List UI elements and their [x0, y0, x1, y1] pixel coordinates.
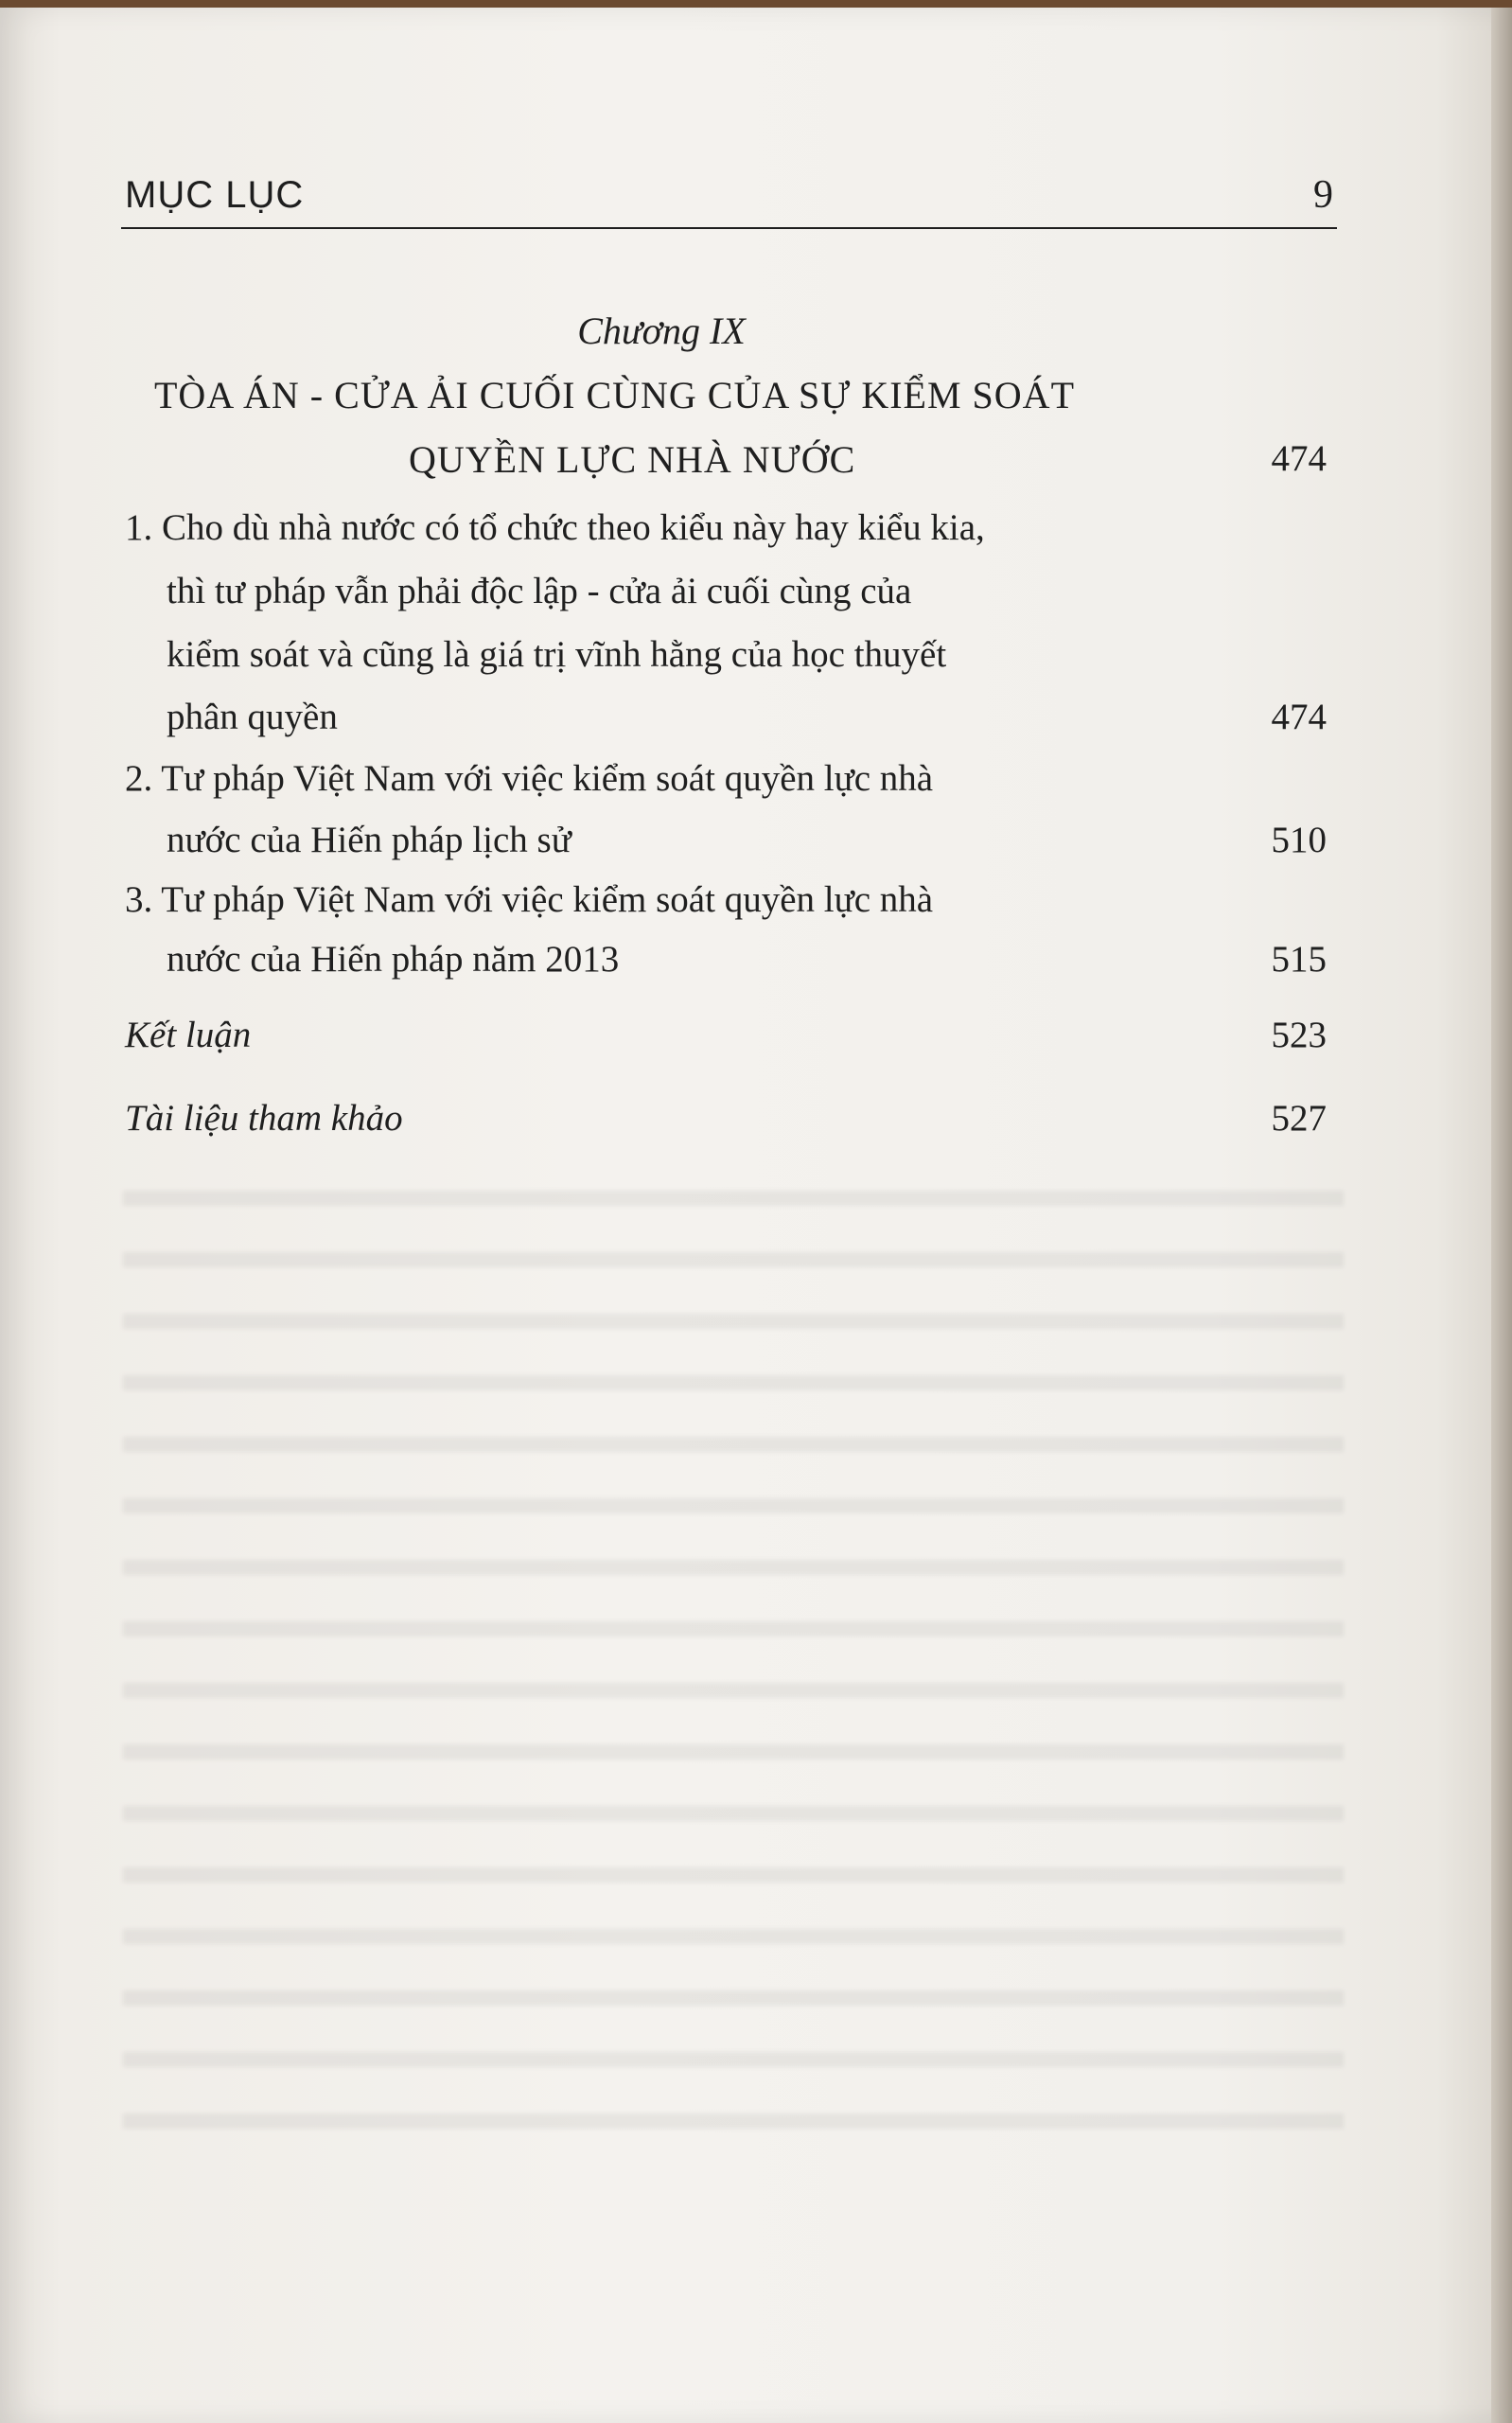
chapter-title-line2: QUYỀN LỰC NHÀ NƯỚC	[409, 438, 856, 481]
references-page: 527	[1271, 1098, 1327, 1139]
running-header	[121, 170, 1337, 229]
entry-1-line-4: phân quyền	[167, 697, 338, 737]
entry-2-line-1: 2. Tư pháp Việt Nam với việc kiểm soát quyền lực nhà	[125, 758, 934, 799]
chapter-title-line1: TÒA ÁN - CỬA ẢI CUỐI CÙNG CỦA SỰ KIỂM SOÁT	[154, 374, 1075, 416]
conclusion-label: Kết luận	[125, 1015, 252, 1055]
entry-3-line-2: nước của Hiến pháp năm 2013	[167, 939, 620, 980]
entry-1-page: 474	[1271, 697, 1327, 737]
entry-1-line-2: thì tư pháp vẫn phải độc lập - cửa ải cuối cùng của	[167, 571, 912, 611]
chapter-label: Chương IX	[577, 310, 746, 352]
entry-1-line-3: kiểm soát và cũng là giá trị vĩnh hằng của học thuyết	[167, 634, 947, 675]
entry-2-line-2: nước của Hiến pháp lịch sử	[167, 820, 571, 860]
entry-3-line-1: 3. Tư pháp Việt Nam với việc kiểm soát quyền lực nhà	[125, 879, 934, 920]
bleed-through-text	[123, 1162, 1344, 2166]
chapter-page: 474	[1271, 438, 1327, 479]
conclusion-page: 523	[1271, 1015, 1327, 1055]
page-edge	[1491, 8, 1512, 2423]
entry-3-page: 515	[1271, 939, 1327, 980]
entry-2-page: 510	[1271, 820, 1327, 860]
header-page-number: 9	[1313, 173, 1333, 217]
references-label: Tài liệu tham khảo	[125, 1098, 403, 1139]
entry-1-line-1: 1. Cho dù nhà nước có tổ chức theo kiểu này hay kiểu kia,	[125, 507, 985, 548]
header-title: MỤC LỤC	[125, 174, 305, 216]
book-page	[0, 8, 1512, 2423]
